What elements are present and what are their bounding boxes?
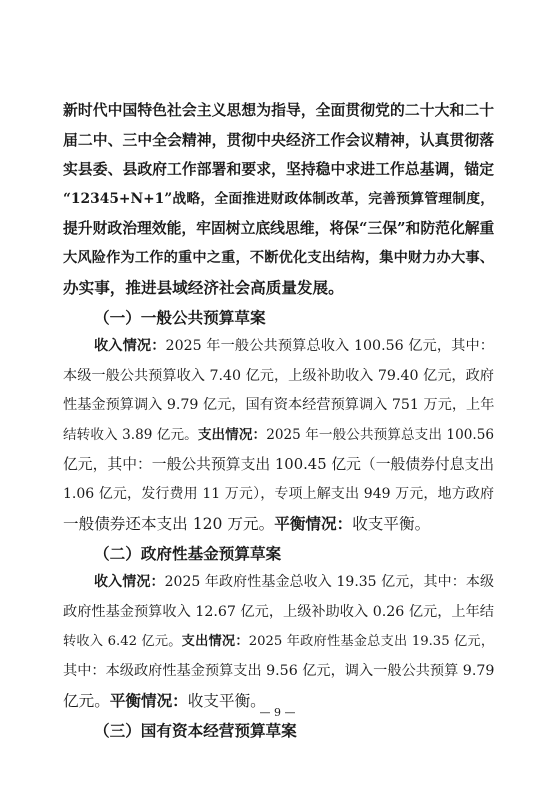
balance-label: 平衡情况： [109,691,188,710]
fund-budget-paragraph [63,568,494,716]
expense-text: 亿元。 [63,692,110,710]
intro-line: 新时代中国特色社会主义思想为指导，全面贯彻党的二十大和二十 [63,102,494,119]
intro-line: 届二中、三中全会精神，贯彻中央经济工作会议精神，认真贯彻落 [63,131,494,149]
intro-line: 大风险作为工作的重中之重，不断优化支出结构，集中财力办大事、 [63,249,494,266]
income-label: 收入情况： [94,574,165,590]
document-body [63,96,494,745]
paragraph-line: 政府性基金预算收入 12.67 亿元，上级补助收入 0.26 亿元，上年结 [63,603,494,620]
income-label: 收入情况： [94,338,166,354]
section-heading-state-capital-budget: （三）国有资本经营预算草案 [94,720,297,740]
paragraph-line: 1.06 亿元，发行费用 11 万元），专项上解支出 949 万元，地方政府 [63,485,494,502]
expense-text: 2025 年政府性基金总支出 19.35 亿元， [248,634,495,649]
income-text: 结转收入 3.89 亿元。 [63,426,198,443]
expense-text: 一般债券还本支出 120 万元。 [63,515,275,533]
general-budget-paragraph [63,332,494,539]
paragraph-line [63,627,494,657]
intro-line: 办实事，推进县域经济社会高质量发展。 [63,278,344,297]
paragraph-line: 其中：本级政府性基金预算支出 9.56 亿元，调入一般公共预算 9.79 [63,662,495,679]
paragraph-line: 性基金预算调入 9.79 亿元，国有资本经营预算调入 751 万元，上年 [63,397,495,413]
paragraph-line [63,332,494,362]
paragraph-line [63,568,494,598]
page-number: — 9 — [259,706,296,719]
income-text: 2025 年一般公共预算总收入 100.56 亿元，其中： [165,338,494,354]
paragraph-line [63,509,494,539]
paragraph-line [63,421,494,451]
intro-paragraph [63,96,494,303]
intro-line: 实县委、县政府工作部署和要求，坚持稳中求进工作总基调，锚定 [63,161,494,178]
expense-label: 支出情况： [181,634,249,649]
income-text: 转收入 6.42 亿元。 [63,634,182,649]
intro-line: “12345+N+1”战略，全面推进财政体制改革，完善预算管理制度， [63,190,494,207]
section-heading-general-budget: （一）一般公共预算草案 [94,307,266,327]
income-text: 2025 年政府性基金总收入 19.35 亿元，其中：本级 [164,574,495,590]
balance-label: 平衡情况： [274,514,353,533]
balance-text: 收支平衡。 [352,515,431,533]
paragraph-line: 本级一般公共预算收入 7.40 亿元，上级补助收入 79.40 亿元，政府 [63,367,494,384]
expense-label: 支出情况： [197,426,267,443]
section-heading-fund-budget: （二）政府性基金预算草案 [94,543,282,563]
expense-text: 2025 年一般公共预算总支出 100.56 [266,426,494,443]
paragraph-line: 亿元，其中：一般公共预算支出 100.45 亿元（一般债券付息支出 [63,456,495,473]
balance-text: 收支平衡。 [187,692,266,710]
intro-line: 提升财政治理效能，牢固树立底线思维，将保“三保”和防范化解重 [63,220,495,237]
